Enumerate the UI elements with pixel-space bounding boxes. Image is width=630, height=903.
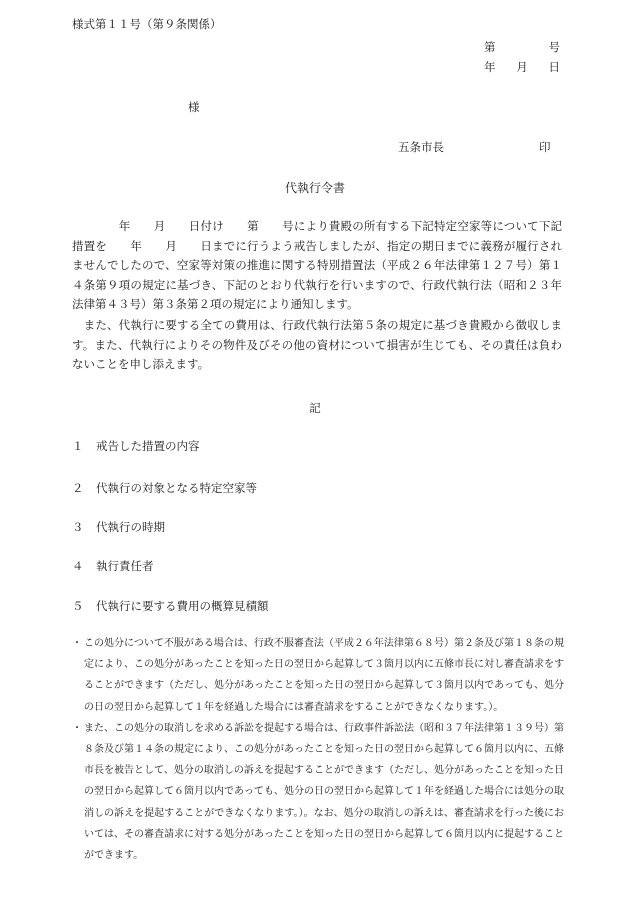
document-number-line <box>484 39 560 55</box>
item-label: 代執行の対象となる特定空家等 <box>96 481 257 495</box>
bullet-mark: ・ <box>72 722 82 734</box>
addressee-honorific: 様 <box>188 100 200 114</box>
note-text: この処分について不服がある場合は、行政不服審査法（平成２６年法律第６８号）第２条及び第１８条の規定により、この処分があったことを知った日の翌日から起算して３箇月以内に五條市長に対し審査請求をすることができます（ただし、処分があったことを知った日の翌日から起算して３箇月以内であっても、処分の日の翌日から起算して１年を経過した場合には審査請求をすることができなくなります。）。 <box>84 638 564 713</box>
item-label: 代執行の時期 <box>96 520 165 534</box>
date-day: 日 <box>548 60 560 74</box>
item-label: 代執行に要する費用の概算見積額 <box>96 599 269 613</box>
sender-name: 五条市長 <box>398 140 444 154</box>
item-number: ２ <box>72 481 84 495</box>
note-text: また、この処分の取消しを求める訴訟を提起する場合は、行政事件訴訟法（昭和３７年法律第１３９号）第８条及び第１４条の規定により、この処分があったことを知った日の翌日から起算して６箇月以内に、五條市長を被告として、処分の取消しの訴えを提起することができます（ただし、処分があったことを知った日の翌日から起算して６箇月以内であっても、処分の日の翌日から起算して１年を経過した場合には処分の取消しの訴えを提起することができなくなります。）。なお、処分の取消しの訴えは、審査請求を行った後においては、その審査請求に対する処分があったことを知った日の翌日から起算して６箇月以内に提起することができます。 <box>84 722 564 862</box>
item-number: ５ <box>72 599 84 613</box>
item-number: ４ <box>72 559 84 573</box>
bullet-mark: ・ <box>72 638 82 649</box>
item-label: 戒告した措置の内容 <box>96 439 200 453</box>
item-number: １ <box>72 439 84 453</box>
item-1 <box>72 438 200 454</box>
body-paragraph-costs: また、代執行に要する全ての費用は、行政代執行法第５条の規定に基づき貴殿から徴収します。また、代執行によりその物件及びその他の資材について損害が生じても、その責任は負わないことを申し添えます。 <box>72 318 562 372</box>
ki-heading: 記 <box>309 401 321 415</box>
document-number-prefix: 第 <box>484 40 496 54</box>
item-2 <box>72 480 257 496</box>
date-month: 月 <box>516 60 528 74</box>
item-3 <box>72 519 165 535</box>
appeal-notes <box>72 633 564 866</box>
document-number-suffix: 号 <box>548 40 560 54</box>
body-paragraph-notice: 年 月 日付け 第 号により貴殿の所有する下記特定空家等について下記措置を 年 月 日までに行うよう戒告しましたが、指定の期日までに義務が履行されませんでしたので、空家等対策の推進に関する特別措置法（平成２６年法律第１２７号）第１４条第９項の規定に基づき、下記のとおり代執行を行いますので、行政代執行法（昭和２３年法律第４３号）第３条第２項の規定により通知します。 <box>72 219 562 312</box>
document-title: 代執行令書 <box>284 181 345 195</box>
item-5 <box>72 598 269 614</box>
date-year: 年 <box>484 60 496 74</box>
note-revocation-suit <box>72 718 564 866</box>
form-number: 様式第１１号（第９条関係） <box>72 17 222 31</box>
seal-mark: 印 <box>539 140 551 154</box>
item-label: 執行責任者 <box>96 559 154 573</box>
item-number: ３ <box>72 520 84 534</box>
issue-date-line <box>484 59 560 75</box>
note-review-request <box>72 633 564 718</box>
item-4 <box>72 558 154 574</box>
